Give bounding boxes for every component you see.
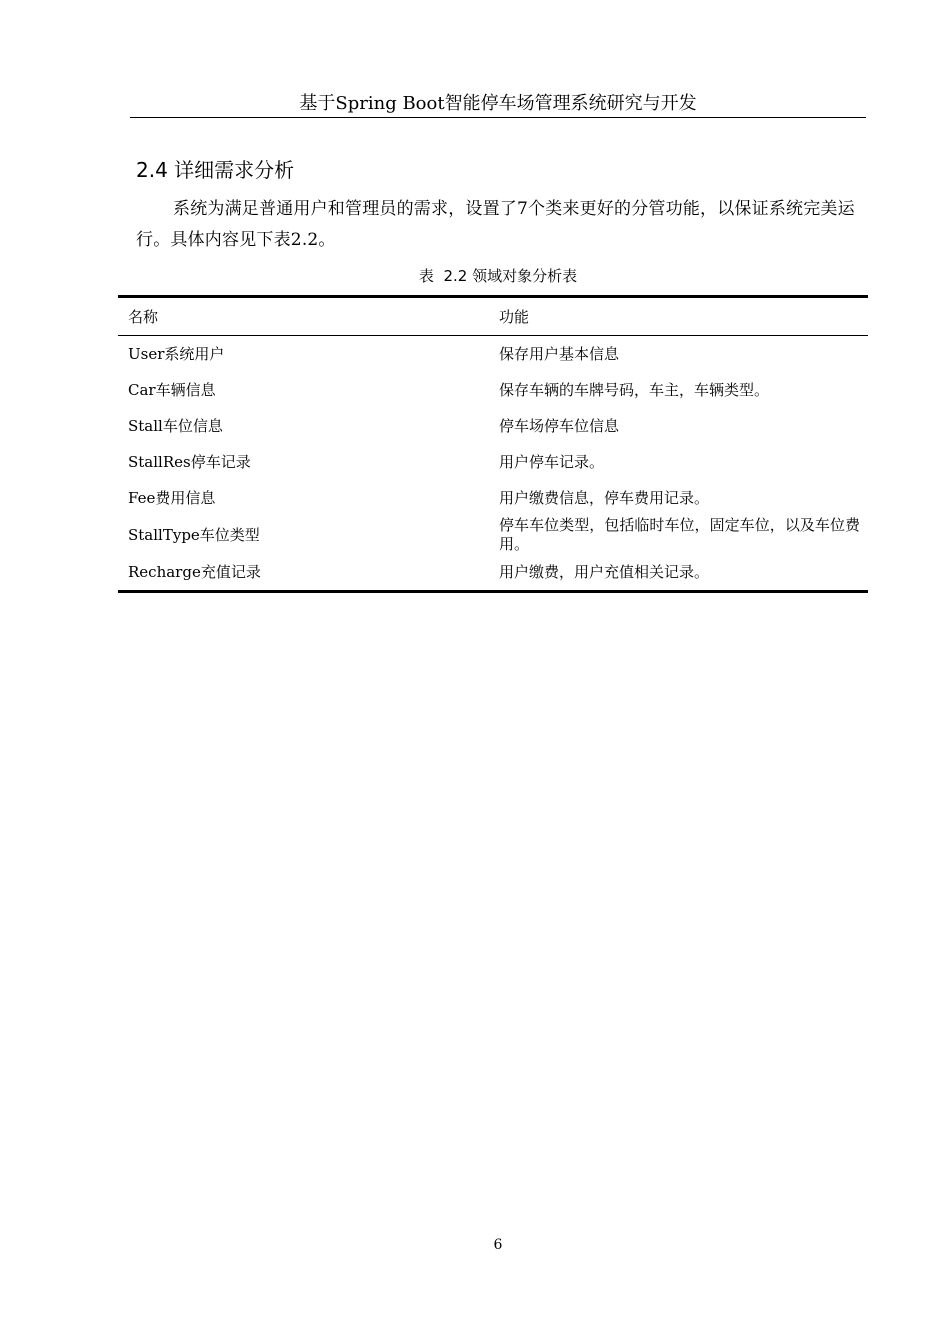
entity-name-cell: Fee费用信息 [128, 488, 216, 507]
table-caption: 表 2.2 领域对象分析表 [418, 267, 578, 285]
table-row [118, 408, 868, 444]
table-row [118, 516, 868, 554]
table-row [118, 336, 868, 373]
entity-function-cell: 用户缴费，用户充值相关记录。 [499, 562, 710, 581]
table-row [118, 444, 868, 480]
domain-object-table [118, 295, 868, 593]
entity-name-cell: Car车辆信息 [128, 380, 216, 399]
body-paragraph: 系统为满足普通用户和管理员的需求，设置了7个类来更好的分管功能，以保证系统完美运行。具体内容见下表2.2。 [136, 199, 855, 250]
column-header-function: 功能 [489, 298, 868, 336]
entity-function-cell: 用户停车记录。 [499, 452, 605, 471]
section-heading: 2.4 详细需求分析 [136, 158, 295, 182]
entity-name-cell: User系统用户 [128, 344, 225, 363]
page-number: 6 [493, 1237, 503, 1253]
running-header: 基于Spring Boot智能停车场管理系统研究与开发 [299, 93, 697, 114]
table-row [118, 554, 868, 590]
table-row [118, 372, 868, 408]
column-header-name: 名称 [118, 298, 489, 336]
entity-function-cell: 停车场停车位信息 [499, 416, 620, 435]
entity-name-cell: StallType车位类型 [128, 525, 260, 544]
entity-name-cell: Recharge充值记录 [128, 562, 261, 581]
entity-function-cell: 用户缴费信息，停车费用记录。 [499, 488, 710, 507]
table-row [118, 480, 868, 516]
table-header-row [118, 298, 868, 336]
entity-function-cell: 停车车位类型，包括临时车位，固定车位，以及车位费用。 [499, 516, 860, 553]
entity-name-cell: Stall车位信息 [128, 416, 223, 435]
entity-function-cell: 保存用户基本信息 [499, 344, 620, 363]
entity-name-cell: StallRes停车记录 [128, 452, 251, 471]
header-rule [130, 117, 866, 118]
entity-function-cell: 保存车辆的车牌号码，车主，车辆类型。 [499, 380, 770, 399]
